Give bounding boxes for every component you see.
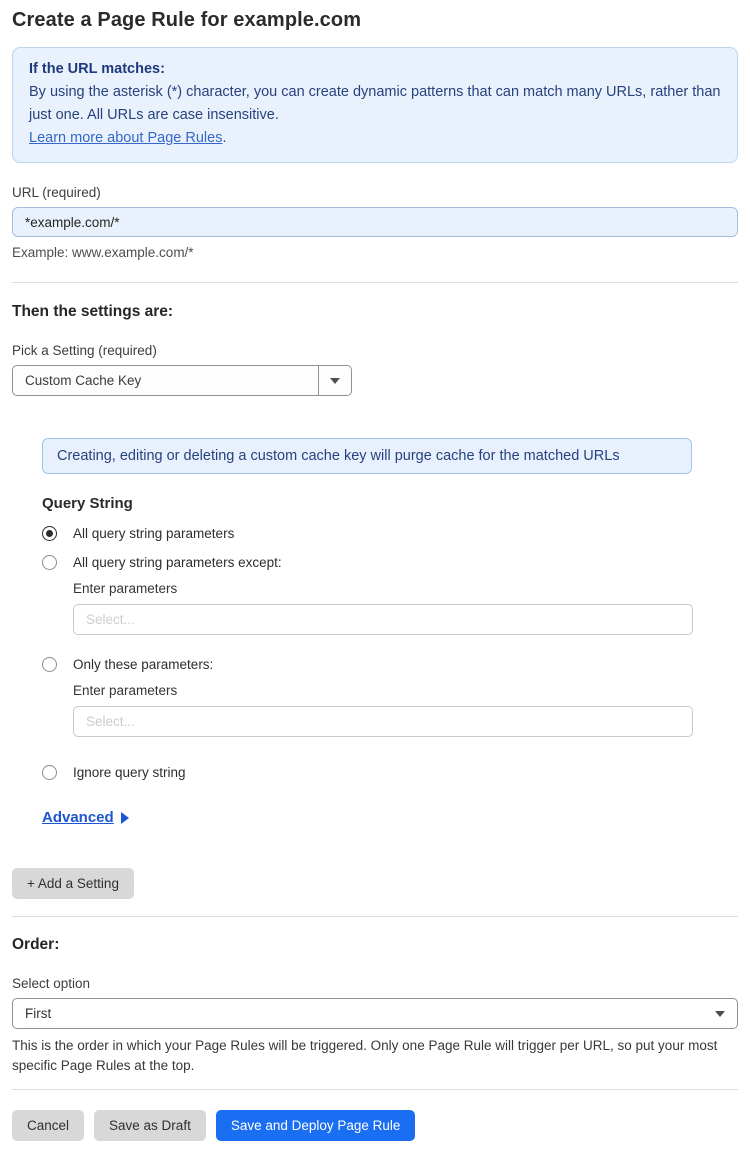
- link-suffix: .: [222, 130, 227, 146]
- setting-select-arrow-cell[interactable]: [318, 366, 351, 395]
- query-string-heading: Query String: [42, 495, 133, 512]
- radio-label: Ignore query string: [73, 765, 186, 780]
- order-help-text: This is the order in which your Page Rules will be triggered. Only one Page Rule will trigger per URL, so put your most specific Page Rules at the top.: [12, 1038, 718, 1073]
- url-field-label: URL (required): [12, 185, 101, 200]
- section-divider: [12, 916, 738, 917]
- order-select-label: Select option: [12, 976, 91, 991]
- chevron-down-icon: [330, 378, 340, 384]
- info-banner-link-row: [29, 127, 721, 150]
- save-as-draft-button[interactable]: Save as Draft: [94, 1110, 206, 1141]
- chevron-down-icon: [715, 1011, 725, 1017]
- custom-cache-key-panel: [42, 438, 738, 827]
- except-parameters-input[interactable]: [73, 604, 693, 635]
- page-title: Create a Page Rule for example.com: [12, 9, 362, 31]
- order-heading: Order:: [12, 936, 60, 953]
- radio-ignore-query-string[interactable]: [42, 765, 738, 780]
- setting-select-value: Custom Cache Key: [25, 373, 142, 388]
- only-params-subfield: [73, 683, 738, 737]
- radio-all-query-params[interactable]: [42, 526, 738, 541]
- radio-unselected-icon[interactable]: [42, 765, 57, 780]
- settings-heading: Then the settings are:: [12, 303, 174, 320]
- spacer: [42, 737, 738, 751]
- order-select[interactable]: [12, 998, 738, 1029]
- advanced-link-label: Advanced: [42, 809, 114, 826]
- except-params-subfield: [73, 581, 738, 635]
- footer-actions: [12, 1110, 738, 1141]
- pick-setting-label: Pick a Setting (required): [12, 343, 157, 358]
- radio-unselected-icon[interactable]: [42, 555, 57, 570]
- radio-unselected-icon[interactable]: [42, 657, 57, 672]
- save-and-deploy-button[interactable]: Save and Deploy Page Rule: [216, 1110, 416, 1141]
- spacer: [42, 635, 738, 643]
- cancel-button[interactable]: Cancel: [12, 1110, 84, 1141]
- enter-parameters-label: Enter parameters: [73, 683, 178, 698]
- info-banner-body: By using the asterisk (*) character, you can create dynamic patterns that can match many URLs, rather than just one. All URLs are case insensitive.: [29, 84, 721, 123]
- radio-all-params-except[interactable]: [42, 555, 738, 570]
- advanced-link[interactable]: [42, 809, 129, 826]
- radio-label: All query string parameters except:: [73, 555, 282, 570]
- purge-cache-notice: Creating, editing or deleting a custom cache key will purge cache for the matched URLs: [42, 438, 692, 474]
- footer-divider: [12, 1089, 738, 1090]
- radio-selected-icon[interactable]: [42, 526, 57, 541]
- section-divider: [12, 282, 738, 283]
- info-banner-heading: If the URL matches:: [29, 61, 165, 77]
- enter-parameters-label: Enter parameters: [73, 581, 178, 596]
- setting-select[interactable]: [12, 365, 352, 396]
- order-select-value: First: [25, 1006, 52, 1021]
- radio-only-these-params[interactable]: [42, 657, 738, 672]
- learn-more-link[interactable]: Learn more about Page Rules: [29, 130, 223, 146]
- url-example-hint: Example: www.example.com/*: [12, 245, 194, 260]
- radio-label: Only these parameters:: [73, 657, 214, 672]
- only-parameters-input[interactable]: [73, 706, 693, 737]
- url-input[interactable]: [12, 207, 738, 237]
- add-setting-button[interactable]: + Add a Setting: [12, 868, 134, 899]
- radio-label: All query string parameters: [73, 526, 235, 541]
- arrow-right-icon: [121, 812, 129, 824]
- url-match-info-banner: [12, 47, 738, 163]
